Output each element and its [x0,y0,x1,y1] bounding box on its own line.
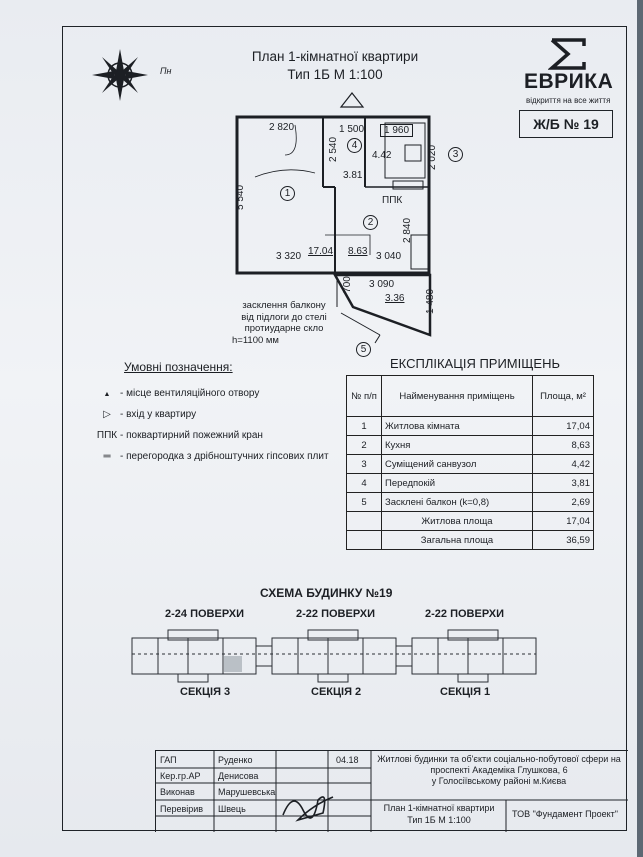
dim-label: 1 960 [380,124,413,137]
balcony-note-line: від підлоги до стелі [241,311,327,323]
table-cell: 5 [347,493,382,512]
table-row [347,474,594,493]
table-cell: Загальна площа [382,531,533,550]
project-description [374,754,624,787]
role-label: Виконав [160,787,195,797]
legend-text: - місце вентиляційного отвору [120,388,260,399]
compass-label: Пн [160,66,172,76]
page-subtitle: Тип 1Б М 1:100 [287,67,383,82]
role-label: ГАП [160,755,177,765]
balcony-note-line: протиударне скло [244,323,324,334]
name-label: Денисова [218,771,259,781]
compass-icon [88,45,158,107]
vent-icon: ▲ [103,391,111,398]
company-name: ТОВ "Фундамент Проект" [512,809,618,819]
building-code: Ж/Б № 19 [519,110,613,138]
legend-text: - поквартирний пожежний кран [120,430,263,441]
ppk-symbol: ППК [96,430,118,441]
name-label: Марушевська [218,787,276,797]
room-marker: 1 [280,186,295,201]
section-label: СЕКЦІЯ 1 [440,686,491,698]
legend-item [94,430,344,451]
legend-list [94,388,344,472]
sheet-title-line: Тип 1Б М 1:100 [407,815,471,825]
table-cell: 36,59 [533,531,594,550]
balcony-note-line: h=1100 мм [232,334,279,346]
partition-icon: ═ [103,451,111,462]
name-label: Руденко [218,755,253,765]
project-line: Житлові будинки та об'єкти соціально-побутової сфери на [377,754,621,764]
project-line: у Голосіївському районі м.Києва [431,776,567,786]
table-cell: Житлова кімната [382,417,533,436]
table-row [347,417,594,436]
legend-text: - вхід у квартиру [120,409,197,420]
dim-label: 1 500 [339,124,365,135]
legend-item [94,451,344,472]
page-shadow [637,0,643,857]
floors-label: 2-22 ПОВЕРХИ [296,608,375,620]
area-label: 17.04 [308,246,334,257]
dim-label: 2 840 [402,217,414,244]
room-marker: 2 [363,215,378,230]
table-cell: 3 [347,455,382,474]
table-cell: 4 [347,474,382,493]
floors-label: 2-22 ПОВЕРХИ [425,608,504,620]
legend-item [94,409,344,430]
ppk-label: ППК [382,195,403,206]
sheet-title-line: План 1-кімнатної квартири [383,803,495,813]
room-marker: 4 [347,138,362,153]
table-cell: 2 [347,436,382,455]
date-label: 04.18 [336,755,359,765]
scheme-title: СХЕМА БУДИНКУ №19 [260,586,393,600]
dim-label: 700 [341,276,353,293]
dim-label: 2 540 [328,136,340,163]
dim-label: 2 020 [427,144,439,171]
page-title: План 1-кімнатної квартири [251,49,419,64]
table-cell: Суміщений санвузол [382,455,533,474]
dim-label: 3 090 [369,279,395,290]
legend-title: Умовні позначення: [124,360,233,374]
table-row [347,512,594,531]
room-marker: 5 [356,342,371,357]
explication-title: ЕКСПЛІКАЦІЯ ПРИМІЩЕНЬ [390,356,561,371]
column-header: № п/п [347,376,382,417]
sheet-title [374,802,504,826]
sigma-icon [548,37,588,71]
title-block [155,750,628,832]
brand-logo [520,30,620,110]
table-header [347,376,594,417]
legend-item [94,388,344,409]
entrance-icon: ▷ [103,409,111,420]
column-header: Найменування приміщень [382,376,533,417]
project-line: проспекті Академіка Глушкова, 6 [430,765,568,775]
table-cell: Передпокій [382,474,533,493]
building-scheme [128,624,540,684]
table-cell: 3,81 [533,474,594,493]
table-cell: 4,42 [533,455,594,474]
table-cell: Кухня [382,436,533,455]
table-cell: 17,04 [533,512,594,531]
column-header: Площа, м² [533,376,594,417]
dim-label: 3 320 [276,251,302,262]
section-label: СЕКЦІЯ 3 [180,686,231,698]
role-label: Перевірив [160,804,204,814]
table-row [347,436,594,455]
table-row [347,455,594,474]
area-label: 8.63 [348,246,368,257]
brand-tagline: відкриття на все життя [526,96,611,105]
table-row [347,531,594,550]
floors-label: 2-24 ПОВЕРХИ [165,608,244,620]
table-cell: 17,04 [533,417,594,436]
area-label: 4.42 [372,150,392,161]
area-label: 3.36 [385,293,405,304]
balcony-note [232,300,336,346]
dim-label: 2 820 [269,122,295,133]
room-marker: 3 [448,147,463,162]
table-row [347,493,594,512]
dim-label: 3 040 [376,251,402,262]
table-cell: Житлова площа [382,512,533,531]
brand-name: ЕВРИКА [524,70,614,93]
legend-text: - перегородка з дрібноштучних гіпсових плит [120,451,329,462]
table-cell: 8,63 [533,436,594,455]
balcony-note-line: засклення балкону [242,300,326,311]
area-label: 3.81 [343,170,363,181]
signature-icon [278,785,338,825]
explication-table [346,375,594,550]
dim-label: 5 540 [235,184,247,211]
name-label: Швець [218,804,246,814]
table-cell: 2,69 [533,493,594,512]
role-label: Кер.гр.АР [160,771,201,781]
table-cell: Засклені балкон (k=0,8) [382,493,533,512]
section-label: СЕКЦІЯ 2 [311,686,362,698]
dim-label: 1 480 [425,288,437,315]
table-cell: 1 [347,417,382,436]
